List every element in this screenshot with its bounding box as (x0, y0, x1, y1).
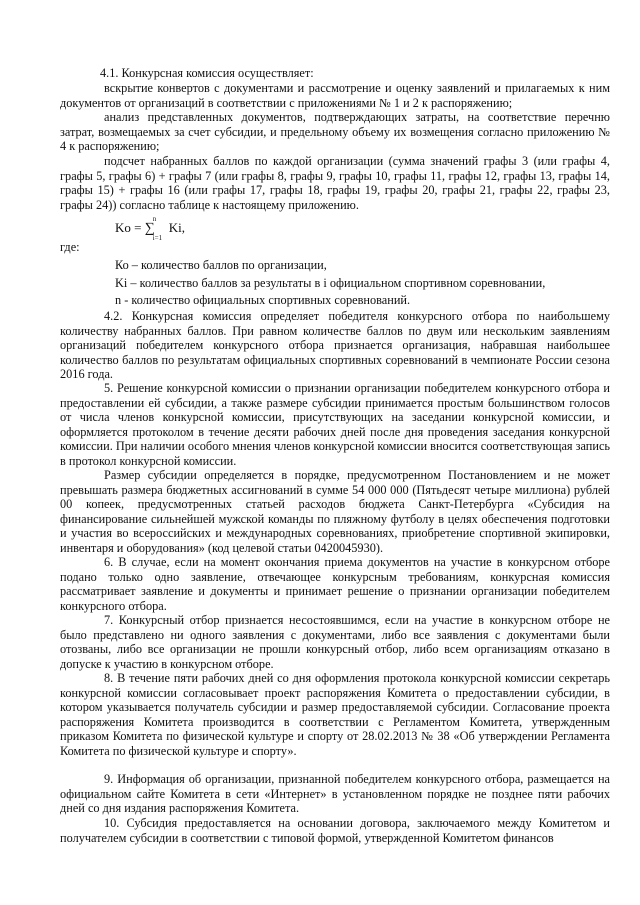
sum-symbol: ∑ n i=1 (144, 215, 163, 242)
section-4-1-heading: 4.1. Конкурсная комиссия осуществляет: (100, 66, 314, 80)
subsidy-size-paragraph: Размер субсидии определяется в порядке, предусмотренном Постановлением и не может превышать размера бюджетных ассигнований в сумме 54 000 000 (Пятьдесят четыре миллиона) рублей 00 копеек, предусмотренных статьей расходов бюджета Санкт-Петербурга «Субсидия на финансирование сильнейшей мужской команды по пляжному футболу в целях обеспечения подготовки и участия во всероссийских и международных соревнованиях, приобретение спортивной экипировки, инвентаря и оборудования» (код целевой статьи 0420045930). (60, 468, 610, 555)
section-6: 6. В случае, если на момент окончания приема документов на участие в конкурсном отборе подано только одно заявление, отвечающее конкурсным требованиям, конкурсная комиссия рассматривает заявление и документы и принимает решение о признании организации победителем конкурсного отбора. (60, 555, 610, 613)
sum-upper-limit: n (152, 215, 157, 223)
section-5: 5. Решение конкурсной комиссии о признании организации победителем конкурсного отбора и предоставлении ей субсидии, а также размере субсидии принимается простым большинством голосов от числа членов конкурсной комиссии, присутствующих на заседании конкурсной комиссии, и оформляется протоколом в течение десяти рабочих дней после дня проведения заседания конкурсной комиссии. При наличии особого мнения членов конкурсной комиссии вносится соответствующая запись в протокол конкурсной комиссии. (60, 381, 611, 468)
section-4-2: 4.2. Конкурсная комиссия определяет победителя конкурсного отбора по наибольшему количеству набранных баллов. При равном количестве баллов по двум или нескольким заявлениям организаций победителем конкурсного отбора признается организация, набравшая наибольшее количество баллов по результатам официальных спортивных соревнований в чемпионате России сезона 2016 года. (60, 309, 610, 382)
section-4-1-item-1: вскрытие конвертов с документами и рассмотрение и оценку заявлений и прилагаемых к ним документов от организаций в соответствии с приложениями № 1 и 2 к распоряжению; (60, 81, 610, 110)
section-10: 10. Субсидия предоставляется на основании договора, заключаемого между Комитетом и получателем субсидии в соответствии с типовой формой, утвержденной Комитетом финансов (60, 816, 610, 845)
section-8: 8. В течение пяти рабочих дней со дня оформления протокола конкурсной комиссии секретарь конкурсной комиссии согласовывает проект распоряжения Комитета о предоставлении субсидии, в котором указывается получатель субсидии и размер предоставляемой субсидии. Согласование проекта распоряжения Комитета производится в соответствии с Регламентом Комитета, утвержденным приказом Комитета по физической культуре и спорту от 28.02.2013 № 38 «Об утверждении Регламента Комитета по физической культуре и спорту». (60, 671, 610, 758)
formula-lhs: Ko = (115, 220, 145, 235)
section-4-1-item-2: анализ представленных документов, подтверждающих затраты, на соответствие перечню затрат, возмещаемых за счет субсидии, и предельному объему их возмещения согласно приложению № 4 к распоряжению; (60, 110, 610, 154)
section-7: 7. Конкурсный отбор признается несостоявшимся, если на участие в конкурсном отборе не было представлено ни одного заявления с документами, либо все заявления с документами были отозваны, либо все организации не прошли конкурсный отбор, либо всем организациям отказано в допуске к участию в конкурсном отборе. (60, 613, 610, 671)
formula-rhs: Ki, (168, 220, 185, 235)
where-label: где: (60, 240, 80, 254)
sum-lower-limit: i=1 (152, 234, 163, 242)
definition-n: n - количество официальных спортивных соревнований. (115, 293, 411, 307)
section-9: 9. Информация об организации, признанной победителем конкурсного отбора, размещается на официальном сайте Комитета в сети «Интернет» в установленном порядке не позднее пяти рабочих дней со дня издания распоряжения Комитета. (60, 772, 610, 816)
section-4-1-item-3: подсчет набранных баллов по каждой организации (сумма значений графы 3 (или графы 4, графы 5, графы 6) + графы 7 (или графы 8, графы 9, графы 10, графы 11, графы 12, графы 13, графы 14, графы 15) + графы 16 (или графы 17, графы 18, графы 19, графы 20, графы 21, графы 22, графы 23, графы 24)) согласно таблице к настоящему приложению. (60, 154, 610, 212)
definition-ki: Ki – количество баллов за результаты в i официальном спортивном соревновании, (115, 276, 546, 290)
definition-ko: Ко – количество баллов по организации, (115, 258, 327, 272)
score-formula (115, 215, 185, 242)
